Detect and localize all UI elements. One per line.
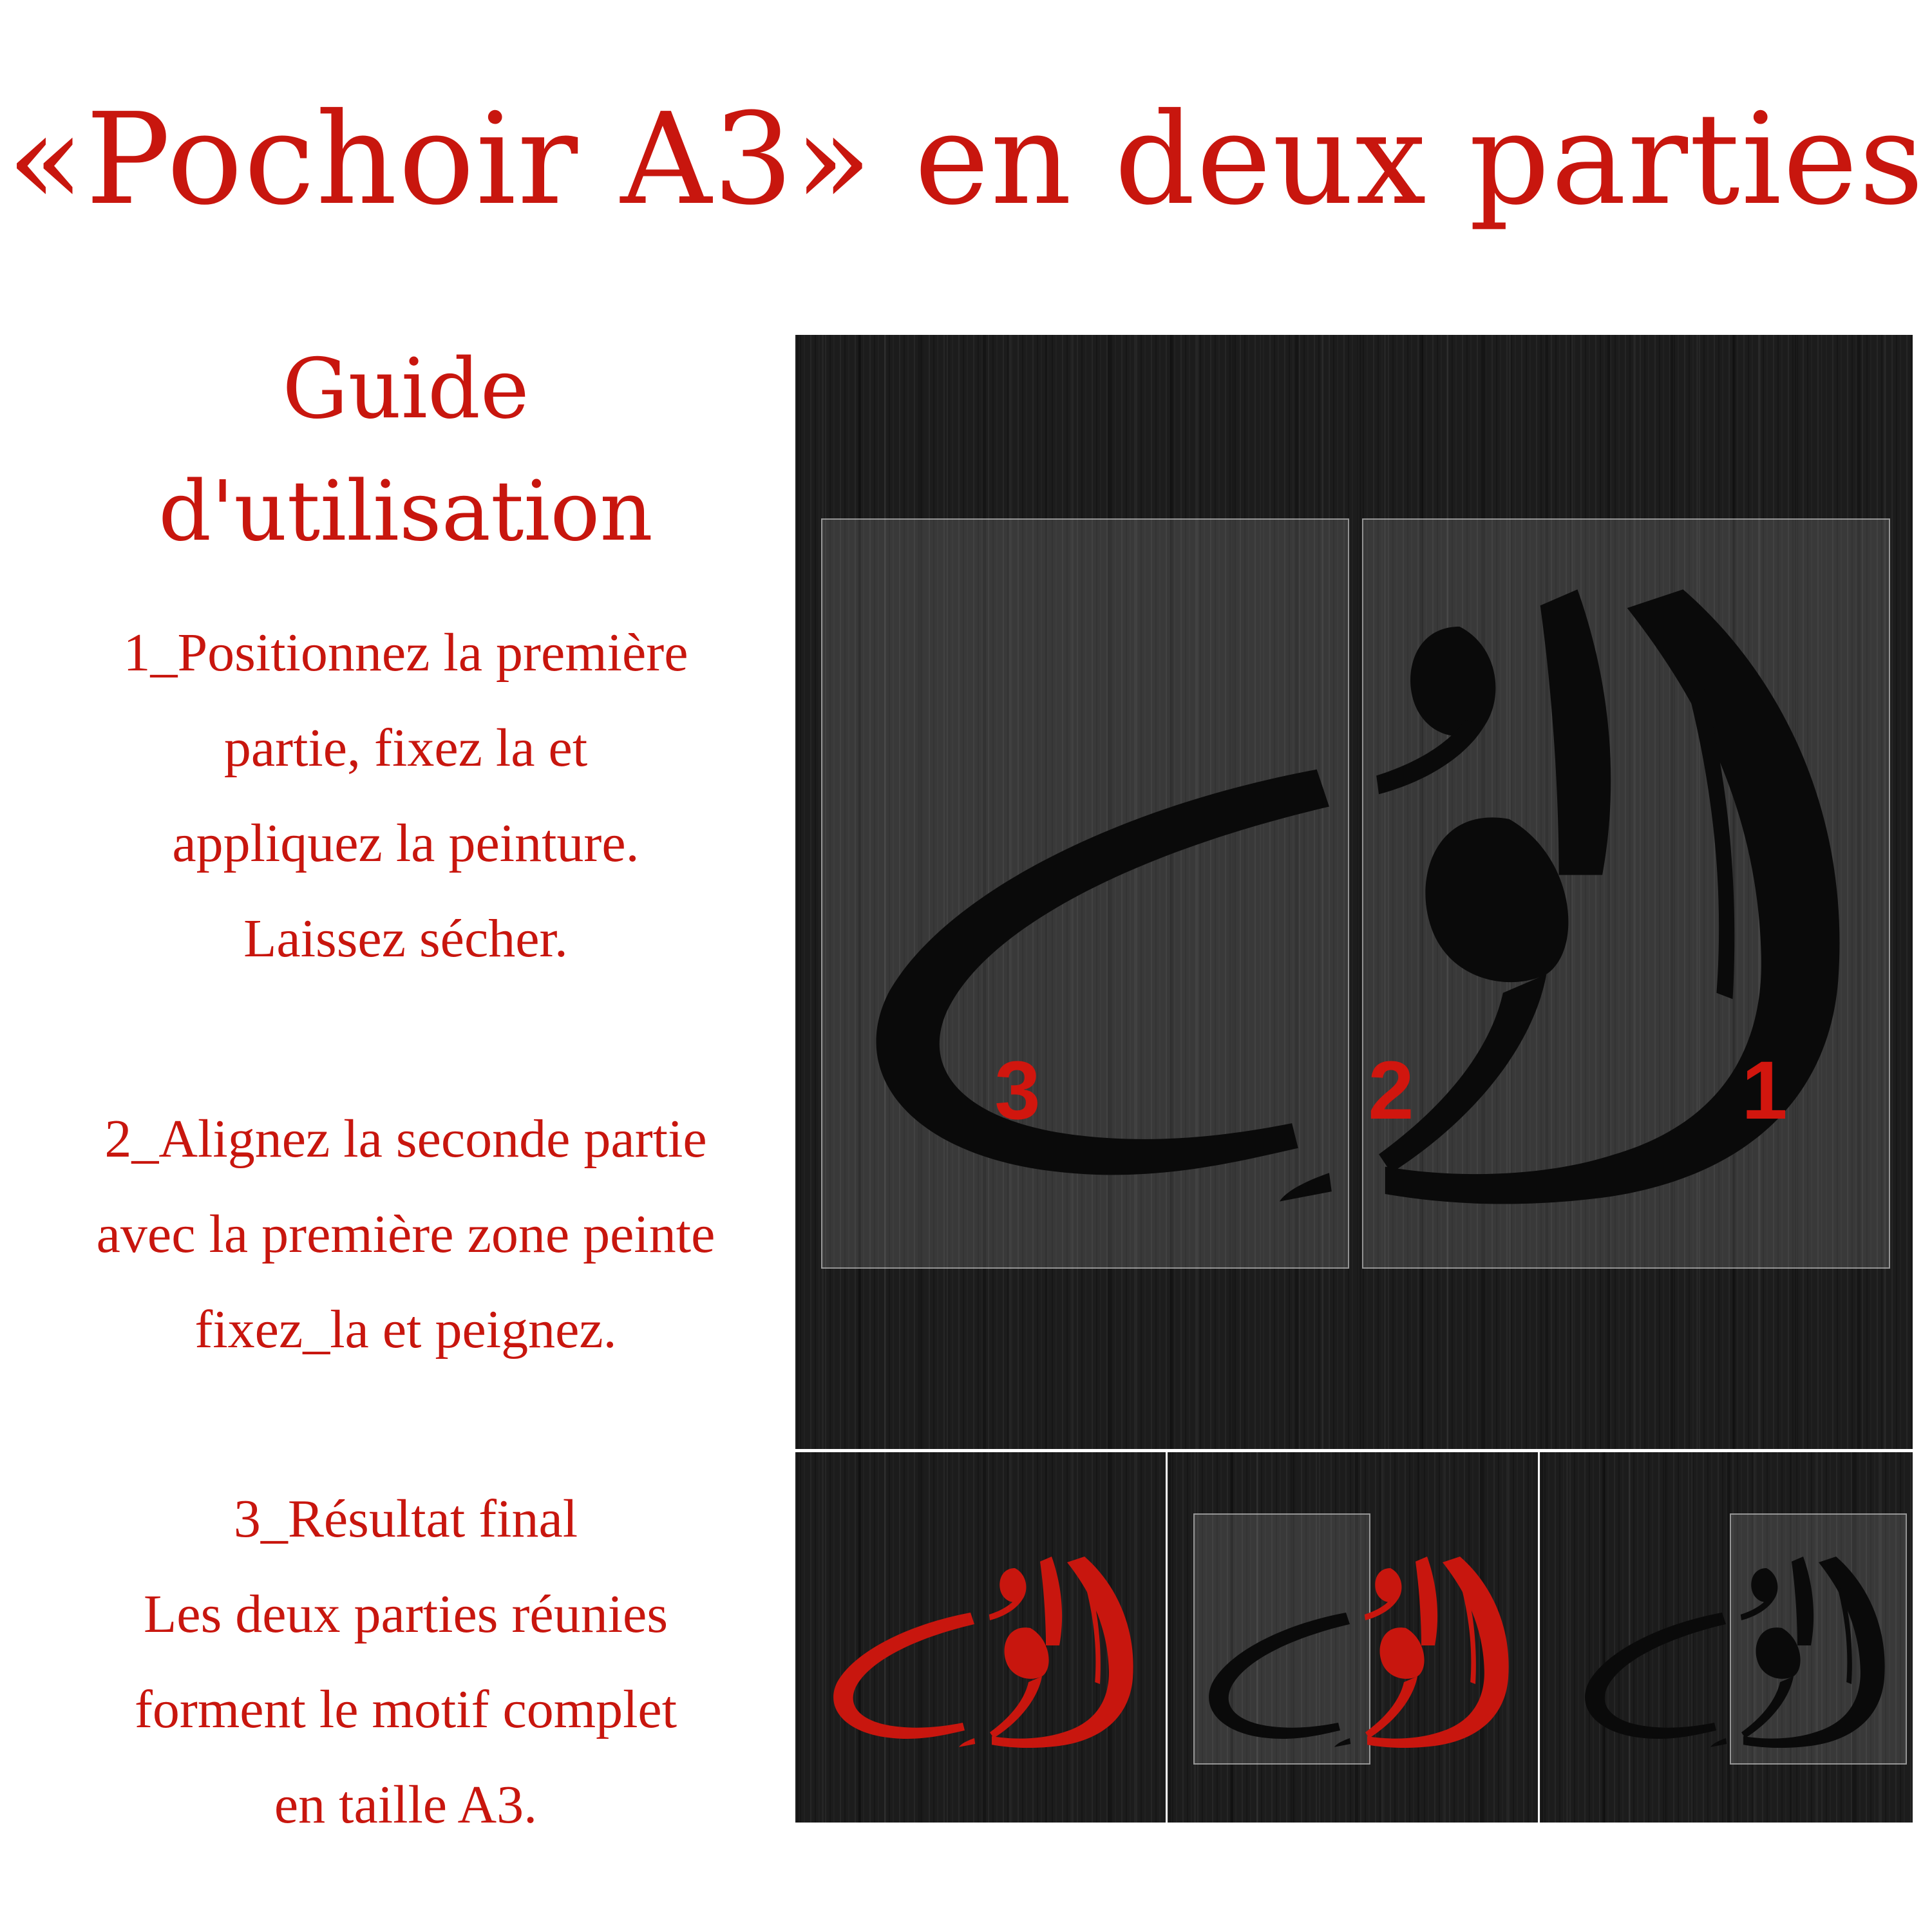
guide-title-line-2: d'utilisation — [158, 464, 653, 560]
step-number-2: 2 — [1368, 1045, 1414, 1137]
step-1-text — [19, 605, 792, 987]
step-3-line-4: en taille A3. — [274, 1775, 538, 1835]
step-2-line-1: 2_Alignez la seconde partie — [104, 1109, 707, 1169]
step-3-line-3: forment le motif complet — [134, 1680, 677, 1739]
stencil-overview-panel — [795, 335, 1913, 1449]
step-1-line-4: Laissez sécher. — [243, 909, 568, 969]
step-2-line-2: avec la première zone peinte — [96, 1204, 715, 1264]
partial-motif-left — [1184, 1520, 1531, 1790]
step-1-line-3: appliquez la peinture. — [172, 813, 639, 873]
step-2-line-3: fixez_la et peignez. — [194, 1300, 617, 1359]
final-painted-motif — [808, 1520, 1156, 1790]
step-3-line-2: Les deux parties réunies — [143, 1584, 668, 1644]
result-thumbnail-2 — [1168, 1452, 1538, 1823]
step-3-line-1: 3_Résultat final — [233, 1489, 578, 1549]
step-number-1: 1 — [1741, 1045, 1788, 1137]
step-1-line-2: partie, fixez la et — [223, 718, 588, 778]
guide-title-line-1: Guide — [282, 341, 529, 437]
calligraphy-stencil-motif — [795, 335, 1913, 1449]
step-2-text — [19, 1092, 792, 1378]
guide-title — [26, 328, 786, 573]
page-title: «Pochoir A3» en deux parties — [6, 86, 1926, 233]
result-thumbnail-3 — [795, 1452, 1166, 1823]
step-1-line-1: 1_Positionnez la première — [123, 623, 688, 683]
step-3-text — [19, 1472, 792, 1853]
result-thumbnail-1 — [1540, 1452, 1913, 1823]
step-number-3: 3 — [994, 1045, 1041, 1137]
partial-motif-right — [1730, 1520, 1908, 1790]
